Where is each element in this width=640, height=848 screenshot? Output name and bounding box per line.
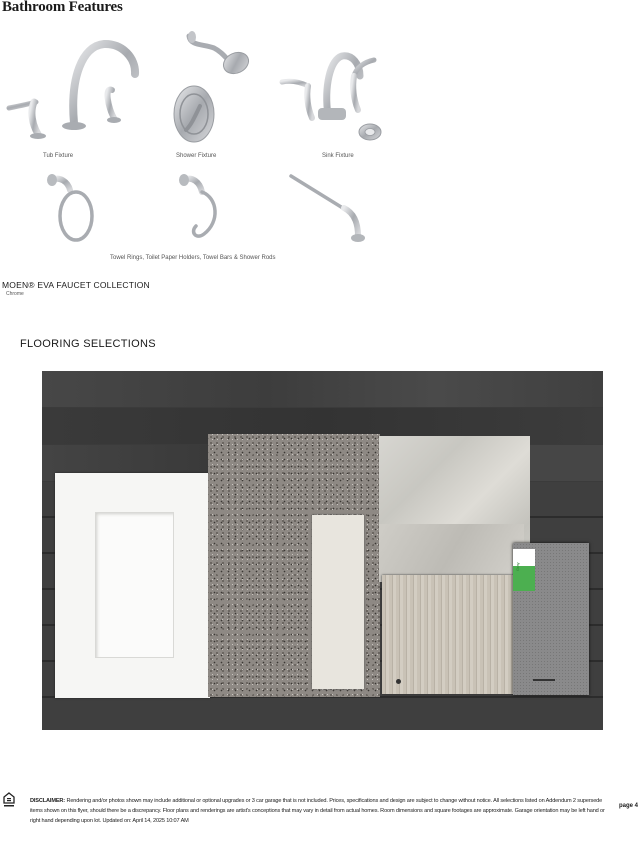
flooring-selections-title: FLOORING SELECTIONS [20, 338, 156, 350]
carpet-sample-label: Gray [515, 562, 520, 571]
cabinet-door-sample [55, 473, 210, 698]
page-footer [0, 788, 640, 828]
towel-ring-image [46, 172, 98, 246]
faucet-finish: Chrome [6, 291, 24, 297]
page-number: page 4 [618, 803, 638, 809]
cabinet-door-panel [95, 512, 174, 658]
shower-fixture-caption: Shower Fixture [176, 153, 217, 159]
disclaimer-label: DISCLAIMER: [30, 798, 66, 804]
sink-fixture-caption: Sink Fixture [322, 153, 354, 159]
faucet-collection-name: MOEN® EVA FAUCET COLLECTION [2, 280, 150, 290]
carpet-sample [513, 543, 589, 695]
sink-faucet-image [278, 46, 388, 146]
tub-faucet-image [4, 38, 140, 140]
equal-housing-icon [3, 792, 15, 808]
accessories-caption: Towel Rings, Toilet Paper Holders, Towel Bars & Shower Rods [110, 255, 276, 261]
paper-holder-image [178, 172, 228, 246]
flooring-selections-photo [42, 371, 603, 730]
wood-sample-hole [396, 679, 401, 684]
floor-plank [42, 371, 603, 407]
tub-fixture-caption: Tub Fixture [43, 153, 74, 159]
shower-valve-image [172, 84, 216, 144]
shower-head-image [186, 30, 252, 76]
carpet-sample-logo [533, 679, 555, 681]
carpet-sample-tag [513, 549, 535, 591]
disclaimer-body: Rendering and/or photos shown may include additional or optional upgrades or 3 car garage that is not included. Prices, specifications and design are subject to change without notice. All selections listed on Addendum 2 supersede items shown on this flyer, should there be a discrepancy. Floor plans and renderings are artist's conceptions that may vary in detail from actual homes. Room dimensions and square footages are approximate. Garage orientation may be left hand or right hand depending upon lot. Updated on: April 14, 2025 10:07 AM [30, 798, 605, 824]
towel-bar-image [288, 170, 372, 244]
disclaimer-text [30, 796, 615, 826]
marble-tile-lower-sample [379, 524, 524, 582]
backsplash-tile-sample [312, 515, 364, 689]
page-title: Bathroom Features [2, 0, 123, 15]
wood-plank-sample [382, 575, 521, 694]
